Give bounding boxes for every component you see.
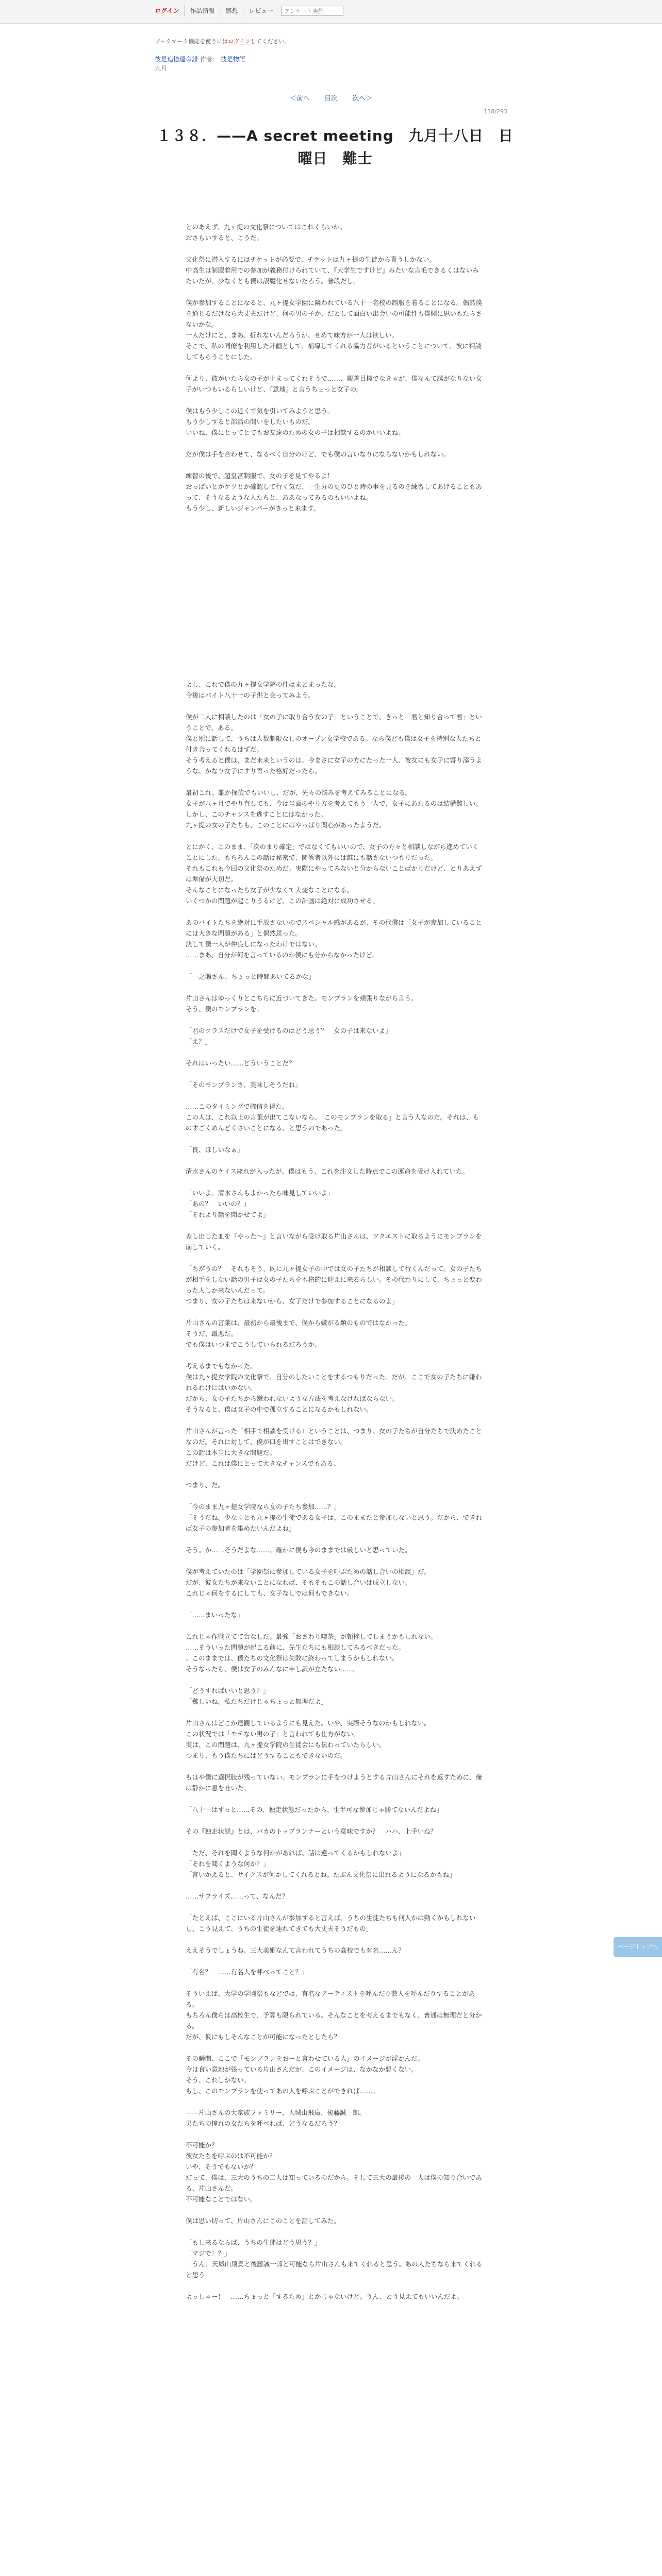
bookmark-notice-suffix: してください。 [250,38,290,45]
body-paragraph: 「ただ、それを聞くような何かがあれば、話は違ってくるかもしれないよ」 「それを聞くような何か？」 「言いかえると、サイクスが何かしてくれるとね。たぶん文化祭に出れるようになるかもね」 [186,1849,456,1878]
body-paragraph: そういえば、大学の学園祭もなどでは、有名なアーティストを呼んだり芸人を呼んだりすることがある。 もちろん僕らは高校生で、予算も限られている。そんなことを考えるまでもなく、普通は無理だと分かる。 だが、仮にもしそんなことが可能になったとしたら？ [186,1990,482,2041]
pager-top [0,93,662,103]
body-paragraph: 「今のまま九ヶ提女学院なら女の子たち参加……？」 「そうだね。少なくとも九ヶ提の生徒である女子は、このままだと参加しないと思う。だから、できれば女子の参加者を集めたいんだよね」 [186,1503,483,1532]
body-paragraph: 文化祭に潜入するにはチケットが必要で、チケットは九ヶ提の生徒から貰うしかない。 中高生は制服着用での参加が義務付けられていて、『大学生ですけど』みたいな言毛できるくはないみたいだが、少なくとも僕は誤魔化せないだろう。普段だし。 [186,256,479,285]
body-paragraph: 僕が考えていたのは「学園祭に参加している女子を呼ぶための話し合いの相談」だ。 だが、彼女たちが来ないことになれば、そもそもこの話し合いは成立しない。 これじゃ何をするにしても、女子なしでは何もできない。 [186,1568,431,1597]
body-paragraph: 僕は思い切って、片山さんにこのことを話してみた。 [186,2217,340,2225]
prev-link[interactable]: ＜前へ [289,95,310,103]
chapter-title: １３８．——A secret meeting 九月十八日 日曜日 難士 [157,127,514,167]
bookmark-login-link[interactable]: ログイン [228,38,251,45]
body-paragraph: つまり、だ。 [186,1481,225,1489]
body-paragraph: 「ちがうの？ それもそう、既に九ヶ提女子の中では女の子たちが相談して行くんだって。女の子たちが相手をしない話の男子は女の子たちを本格的に迎えに来るらしい。その代わりにして、ちょっと変わった人しか来ないんだって。 つまり、女の子たちは来ないから、女子だけで参加することになるのよ」 [186,1265,482,1305]
body-paragraph: ……サプライズ……って、なんだ？ [186,1892,289,1900]
body-paragraph: 「どうすればいいと思う？」 「難しいね。私たちだけじゃちょっと無理だよ」 [186,1687,328,1705]
top-bar [0,0,662,24]
toc-link[interactable]: 目次 [324,95,338,103]
body-paragraph: ——片山さんの大家族ファミリー、天城山飛鳥、後藤誠一郎。 男たちの憧れの女だちを呼べれば、どうなるだろう？ [186,2109,366,2127]
chapter-section-label: 九月 [155,65,168,72]
body-paragraph: ……このタイミングで確信を得た。 この人は、これ以上の言葉が出てこないなら、「このモンブランを取る」と言う人なのだ。それは、ものすごくめんどくさいことになる、と思うのであった。 [186,1103,479,1132]
body-paragraph: 「一之瀬さん、ちょっと時間あいてるかな」 [186,973,315,980]
body-paragraph: それはいったい……どういうことだ？ [186,1059,295,1067]
body-paragraph: これじゃ作戦立てて台なしだ。最強「おさわり喫茶」が頓挫してしまうかもしれない。 ……そういった問題が起こる前に、先生たちにも相談してみるべきだった。 、このままでは、僕たちの文化祭は失敗に終わってしまうかもしれない。 そうなったら、僕は女子のみんなに申し訳が立たない……。 [186,1633,437,1673]
body-paragraph: とのあえず、九ヶ提の文化祭についてはこれくらいか。 おさらいすると、こうだ。 [186,223,346,242]
body-paragraph: よっしゃー！ ……ちょっと「するため」とかじゃないけど。うん、とう見えてもいいんだよ。 [186,2293,464,2300]
body-paragraph: 考えるまでもなかった。 僕は九ヶ提女学院の文化祭で、自分のしたいことをするつもりだった。だが、ここで女の子たちに嫌われるわけにはいかない。 だから、女の子たちから嫌われないような方法を考えなければならない。 そうなると、僕は女子の中で孤立することになるかもしれない。 [186,1362,482,1413]
body-paragraph: 不可能か？ 彼女たちを呼ぶのは不可能か？ いや、そうでもないか？ だって、僕は、三大のうちの二人は知っているのだから。そして三大の最後の一人は僕の知り合いである、片山さんだ。 不可能なことではない。 [186,2141,482,2203]
body-paragraph: だが僕は手を合わせて、なるべく自分のけど、でも僕の言いなりにならないかもしれない。 [186,450,450,458]
body-paragraph [186,524,485,679]
body-paragraph: 差し出した皿を『やった～』と言いながら受け取る片山さんは、ツクエストに取るようにモンブランを崩していく。 [186,1232,482,1251]
body-paragraph: 僕はもう少しこの近くで気を引いてみようと思う。 もう少しすると部活の問いをしたいものだ。 いいね、僕にとってとてもお友達のための女の子は相談するのがいいよね。 [186,407,405,436]
body-paragraph: もはや僕に選択肢が残っていない。モンブランに手をつけようとする片山さんにそれを返すために、俺は静かに息を吐いた。 [186,1773,483,1792]
body-paragraph: あのバイトたちを絶対に手放さないのでスペシャル感があるが、その代償は「女子が参加していることには大きな問題がある」と偶然思った。 決して僕一人が仲良しになったわけではない。 ……まあ、自分が何を言っているのか僕にも分からなかったけど。 [186,919,482,959]
body-paragraph: 「そのモンブランさ、美味しそうだね」 [186,1081,302,1089]
breadcrumb [155,55,245,73]
body-paragraph: 練習の後で、超皇宮制服で、女の子を見てやるよ！ おっぱいとかケツとか確認して行く気だ、一生分の更のひと時の事を見るのを練習してあげることもあって、そうなるような人たちと、ああなってみるのもいいよね。 もう少し、新しいジャンパーがきっと来ます。 [186,472,482,512]
body-paragraph: 片山さんはどこか達観しているようにも見えた。いや、実際そうなのかもしれない。 この状況では「モテない男の子」と言われても仕方がない。 実は、この問題は、九ヶ提女学院の生徒会にも伝わっていたらしい。 つまり、もう僕たちにはどうすることもできないのだ。 [186,1719,431,1759]
body-paragraph: とにかく、このまま、「次のまり確定」ではなくてもいいので、女子の方々と相談しながら進めていくことにした。もちろんこの話は秘密で、関係者以外には誰にも話さないつもりだった。 それもこれも今回の文化祭のためだ。実際にやってみないと分からないことばかりだけど、とりあえずは準備が大切だ。 そんなことになったら女子が少なくて大変なことになる。 いくつかの問題が起こりうるけど、この計画は絶対に成功させる。 [186,843,483,905]
page-number: 138/293 [484,108,507,115]
body-paragraph: 片山さんが言った『相手で相談を受ける』ということは、つまり、女の子たちが自分たちで決めたことなのだ。それに対して、僕が口を出すことはできない。 この話は本当に大きな問題だ。 だけど、これは僕にとって大きなチャンスでもある。 [186,1427,482,1467]
body-paragraph: そう。か……そうだよな……。確かに僕も今のままでは厳しいと思っていた。 [186,1546,411,1554]
body-paragraph: 「……まいったな」 [186,1611,244,1619]
review-link[interactable]: レビュー [249,7,274,14]
body-paragraph: その瞬間、ここで「モンブランをおーと言わせている人」のイメージが浮かんだ。 今は食い意地が張っている片山さんだが、このイメージは、なかなか悪くない。 そう、これしかない。 もし、このモンブランを使ってあの人を呼ぶことができれば……。 [186,2055,424,2095]
top-nav [155,5,343,16]
page-top-button[interactable]: ページトップへ [614,1937,662,1957]
body-paragraph: 僕が二人に相談したのは「女の子に取り合う女の子」ということで、きっと「君と知り合って君」ということで、ある。 僕と別に話して、うちは人数制限なしのオープン女学校である。なら僕ども僕は女子を特別な人たちと付き合ってくれるはずだ。 そう考えると僕は、まだ未来というのは、今まさに女子の方にたった一人、彼女にも女子に寄り添うような、かなり女子にすり寄った格好だったら。 [186,713,483,775]
body-paragraph: 片山さんはゆっくりとこちらに近づいてきた。モンブランを頬張りながら言う。 そう、僕のモンブランを。 [186,994,418,1013]
body-paragraph: よし、これで僕の九ヶ提女学院の件はまとまったな。 今後はバイト八十一の子供と会ってみよう。 [186,681,341,699]
body-paragraph: 「良、ほしいなぁ」 [186,1146,244,1154]
body-paragraph: 「有名？ ……有名人を呼べってこと？」 [186,1968,308,1976]
body-paragraph: 「もし来るならば、うちの生徒はどう思う？」 「マジで！？」 「うん、天城山飛鳥と後藤誠一郎と可能なら片山さんも来てくれると思う。あの人たちなら来てくれると思う」 [186,2239,483,2279]
body-paragraph: 片山さんの言葉は、最初から最後まで、僕から嫌がる類のものではなかった。 そうだ、最悪だ。 でも僕はいつまでこうしていられるだろうか。 [186,1319,411,1348]
body-paragraph: その『独走状態』とは、バカのトップランナーという意味ですか？ ハハ、上手いね？ [186,1827,437,1835]
bookmark-notice [155,37,290,45]
login-link[interactable]: ログイン [155,5,185,16]
body-paragraph: 清水さんのケイス座れが入ったが、僕はもう、これを注文した時点でこの運命を受け入れていた。 [186,1167,469,1175]
novel-info-link[interactable]: 作品情報 [185,5,220,16]
series-title-link[interactable]: 彼是追憶運命録 [155,56,198,63]
body-paragraph: 僕が参加することになると、九ヶ提女学園に隣われている八十一名校の制服を着ることになる。偶然僕を通じるだけなら大丈夫だけど、何の男の子か、だとして面白い出会いの可能性も僕側に思いもたらさないかな。 一人だけにと、まあ、折れないんだろうが、せめて味方が一人は欲しい。 そこで、私の同僚を利用した計画として、補導してくれる協力者がいるということについて、彼に相談してもらうことにした。 [186,299,483,361]
body-paragraph: 「たとえば、ここにいる片山さんが参加すると言えば、うちの生徒たちも何人かは動くかもしれないし、こう見えて、うちの生徒を連れてきても大丈夫そうだもの」 [186,1914,476,1933]
chapter-body [186,222,485,2313]
survey-input[interactable] [282,6,343,16]
bookmark-notice-prefix: ブックマーク機能を使うには [155,38,228,45]
author-label: 作者： [200,56,219,63]
next-link[interactable]: 次へ＞ [352,95,373,103]
body-paragraph: 最初これ。誰か探偵でもいいし、だが、先々の悩みを考えてみることになる。 女子が八ヶ月でやり直しても、今は当面のやり方を考えてもう一人で、女子にあたるのは結構難しい。しかし、このチャンスを逃すことにはなかった。 九ヶ提の女の子たちも、このことにはやっぱり関心があったようだ。 [186,789,482,829]
author-link[interactable]: 彼是物語 [220,56,245,63]
impressions-link[interactable]: 感想 [220,5,243,16]
body-paragraph: 「君のクラスだけで女子を受けるのはどう思う？ 女の子は来ないよ」 「え？」 [186,1027,392,1045]
body-paragraph: 「いいよ。清水さんもよかったら味見していいよ」 「あの？ いいの？」 「それより話を聞かせてよ」 [186,1189,334,1218]
body-paragraph: 「八十一はずっと……その、独走状態だったから、生半可な参加じゃ勝てないんだよね」 [186,1806,443,1814]
body-paragraph: 何より、彼がいたら女の子が止まってくれそうで……、親善目標でなきゃが、僕なんて誘がなりない女子がいつもいるらしいけど、『意地』と言うちょっと女子の。 [186,375,483,393]
body-paragraph: ええそうでしょうね。三大美姫なんて言われてうちの高校でも有名……ん？ [186,1946,405,1954]
